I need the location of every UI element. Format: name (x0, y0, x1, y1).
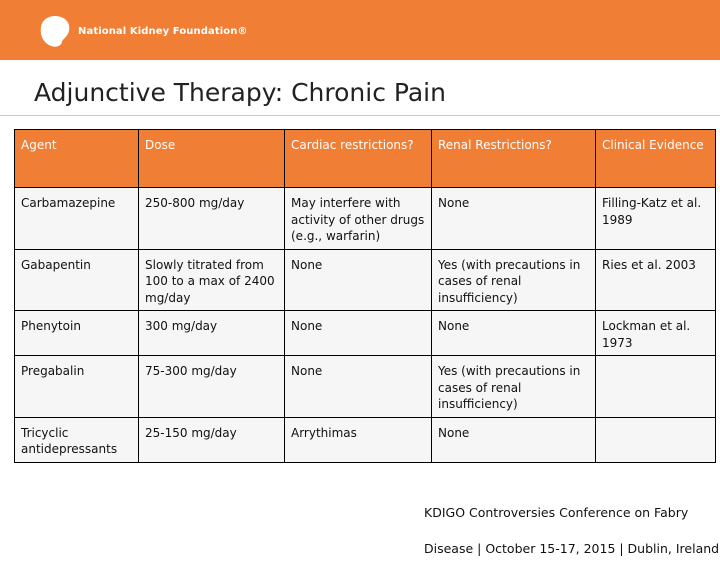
table-row (15, 356, 716, 418)
slide-title: Adjunctive Therapy: Chronic Pain (34, 78, 446, 107)
cell-cardiac: Arrythimas (285, 417, 432, 462)
cell-evidence (596, 356, 716, 418)
cell-agent: Pregabalin (15, 356, 139, 418)
conference-footnote (424, 486, 720, 576)
cell-dose: 300 mg/day (139, 311, 285, 356)
table-header-row (15, 130, 716, 188)
cell-dose: 250-800 mg/day (139, 188, 285, 250)
cell-cardiac: May interfere with activity of other drugs (e.g., warfarin) (285, 188, 432, 250)
column-header-agent: Agent (15, 130, 139, 188)
logo-text: National Kidney Foundation® (78, 25, 248, 37)
cell-evidence: Ries et al. 2003 (596, 249, 716, 311)
cell-cardiac: None (285, 311, 432, 356)
cell-renal: None (432, 417, 596, 462)
cell-agent: Tricyclic antidepressants (15, 417, 139, 462)
cell-agent: Phenytoin (15, 311, 139, 356)
column-header-evidence: Clinical Evidence (596, 130, 716, 188)
cell-dose: Slowly titrated from 100 to a max of 2400 mg/day (139, 249, 285, 311)
cell-renal: None (432, 188, 596, 250)
table-row (15, 249, 716, 311)
cell-evidence: Filling-Katz et al. 1989 (596, 188, 716, 250)
header-bar (0, 0, 720, 60)
column-header-dose: Dose (139, 130, 285, 188)
cell-evidence: Lockman et al. 1973 (596, 311, 716, 356)
cell-evidence (596, 417, 716, 462)
table-row (15, 417, 716, 462)
column-header-renal: Renal Restrictions? (432, 130, 596, 188)
cell-cardiac: None (285, 356, 432, 418)
footnote-line-2: Disease | October 15-17, 2015 | Dublin, Ireland (424, 541, 720, 556)
cell-renal: Yes (with precautions in cases of renal insufficiency) (432, 356, 596, 418)
cell-dose: 75-300 mg/day (139, 356, 285, 418)
title-divider (0, 115, 720, 116)
cell-agent: Carbamazepine (15, 188, 139, 250)
table-row (15, 188, 716, 250)
column-header-cardiac: Cardiac restrictions? (285, 130, 432, 188)
footnote-line-1: KDIGO Controversies Conference on Fabry (424, 505, 689, 520)
table-row (15, 311, 716, 356)
cell-renal: Yes (with precautions in cases of renal insufficiency) (432, 249, 596, 311)
cell-renal: None (432, 311, 596, 356)
cell-cardiac: None (285, 249, 432, 311)
therapy-table (14, 129, 716, 463)
cell-agent: Gabapentin (15, 249, 139, 311)
kidney-icon (38, 14, 72, 48)
nkf-logo[interactable] (38, 14, 248, 48)
cell-dose: 25-150 mg/day (139, 417, 285, 462)
